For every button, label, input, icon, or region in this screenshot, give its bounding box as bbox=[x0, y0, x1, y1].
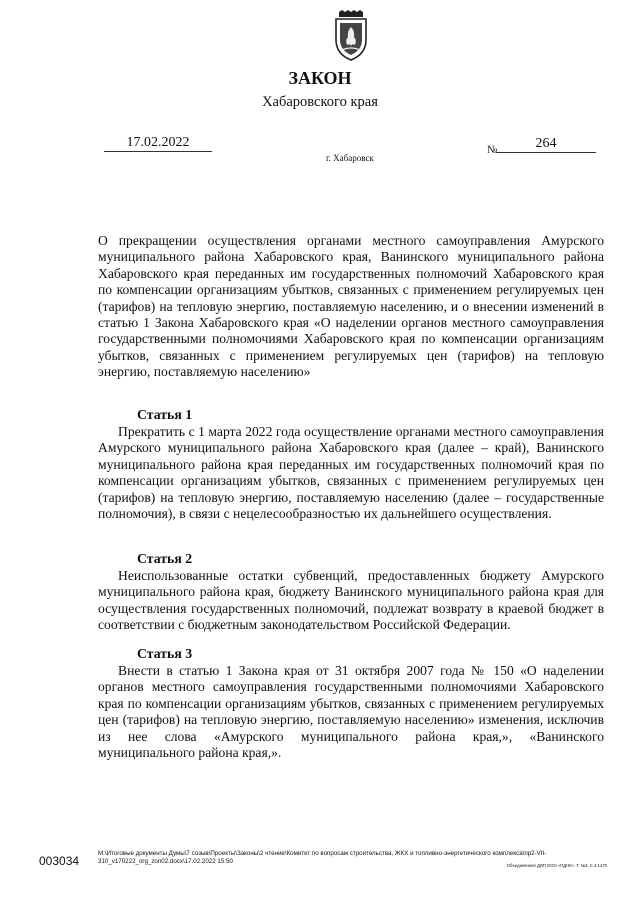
city-label: г. Хабаровск bbox=[326, 153, 374, 163]
law-title: ЗАКОН bbox=[288, 68, 352, 88]
article-3-title: Статья 3 bbox=[137, 646, 193, 661]
print-stamp: Объединённая ДИП ООО «ПДНК». Т. №3. С.4-1470 bbox=[506, 863, 607, 868]
article-2-title: Статья 2 bbox=[137, 551, 193, 566]
document-heading: О прекращении осуществления органами местного самоуправления Амурского муниципального района Хабаровского края, Ванинского муниципального района Хабаровского края переданных им государственных полномочий Хабаровского края по компенсации организациям убытков, связанных с применением регулируемых цен (тарифов) на тепловую энергию, поставляемую населению, и о внесении изменений в статью 1 Закона Хабаровского края «О наделении органов местного самоуправления государственными полномочиями Хабаровского края по компенсации организациям убытков, связанных с применением регулируемых цен (тарифов) на тепловую энергию, поставляемую населению» bbox=[98, 233, 604, 380]
number-sign: № bbox=[487, 144, 498, 156]
law-number: 264 bbox=[496, 136, 596, 153]
article-2-text: Неиспользованные остатки субвенций, предоставленных бюджету Амурского муниципального района края, бюджету Ванинского муниципального района края для осуществления государственных полномочий, подлежат возврату в краевой бюджет в соответствии с бюджетным законодательством Российской Федерации. bbox=[98, 568, 604, 633]
file-path: M:\Итоговые документы Думы\7 созыв\Проекты\Законы\2 чтение\Комитет по вопросам строительства, ЖКХ и топливно-энергетического комплекса\пр2-VII-310_v170222_org_zon02.docx\17.02.2022 15:50 bbox=[98, 850, 547, 865]
article-1-text: Прекратить с 1 марта 2022 года осуществление органами местного самоуправления Амурского муниципального района Хабаровского края (далее – край), Ванинского муниципального района края переданных им государственных полномочий края по компенсации организациям убытков, связанных с применением регулируемых цен (тарифов) на тепловую энергию, поставляемую населению (далее – государственные полномочия), в связи с нецелесообразностью их дальнейшего осуществления. bbox=[98, 424, 604, 522]
law-subtitle: Хабаровского края bbox=[262, 94, 378, 110]
law-date: 17.02.2022 bbox=[104, 135, 212, 152]
document-code: 003034 bbox=[39, 854, 80, 868]
coat-of-arms-icon bbox=[333, 10, 369, 62]
article-3-text: Внести в статью 1 Закона края от 31 октября 2007 года № 150 «О наделении органов местного самоуправления государственными полномочиями Хабаровского края по компенсации организациям убытков, связанных с применением регулируемых цен (тарифов) на тепловую энергию, поставляемую населению» изменения, исключив из нее слова «Амурского муниципального района края,», «Ванинского муниципального района края,». bbox=[98, 663, 604, 761]
article-1-title: Статья 1 bbox=[137, 407, 193, 422]
